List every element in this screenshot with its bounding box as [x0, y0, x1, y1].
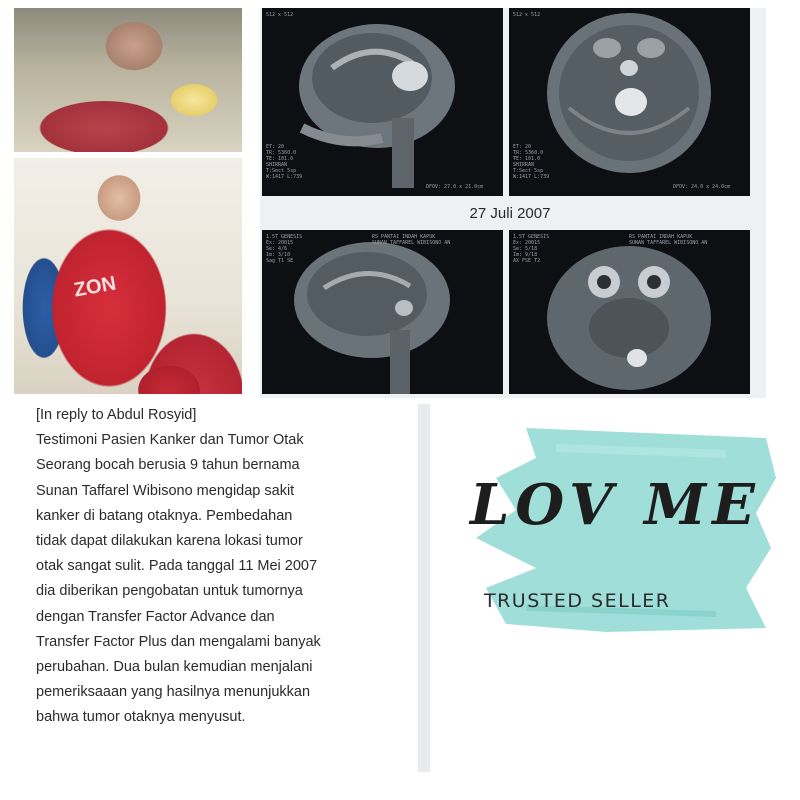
testimonial-line: pemeriksaaan yang hasilnya menunjukkan: [36, 684, 311, 701]
testimonial-line: perubahan. Dua bulan kemudian menjalani: [36, 659, 313, 676]
patient-photo-hospital: [14, 8, 242, 152]
mri-meta-right: RS PANTAI INDAH KAPUK SUNAN TAFFAREL WIBISONO AN: [372, 234, 451, 246]
seller-logo: [466, 418, 786, 648]
mri-scans: [260, 8, 766, 398]
testimonial-line: kanker di batang otaknya. Pembedahan: [36, 507, 293, 524]
logo-subtitle: TRUSTED SELLER: [484, 590, 671, 612]
logo-title: LOV ME: [470, 472, 761, 538]
testimonial-line: Transfer Factor Plus dan mengalami banyak: [36, 633, 321, 650]
testimonial-line: Seorang bocah berusia 9 tahun bernama: [36, 457, 300, 474]
mri-meta-bottom: ET: 20 TR: 5360.0 TE: 101.0 SHIRRAN T:Sect 5sp W:1417 L:739: [513, 144, 550, 180]
mri-meta-top: 1.5T GENESIS Ex: 20015 Se: 4/6 Im: 3/10 Sag T1 SE: [266, 234, 303, 264]
mri-meta-right: RS PANTAI INDAH KAPUK SUNAN TAFFAREL WIBISONO AN: [629, 234, 708, 246]
testimonial-line: otak sangat sulit. Pada tanggal 11 Mei 2007: [36, 558, 318, 575]
mri-meta-right: DFOV: 27.0 x 21.0cm: [426, 184, 484, 190]
patient-photo-family: [14, 158, 242, 394]
mri-meta-right: DFOV: 24.0 x 24.0cm: [673, 184, 731, 190]
shirt-print-text: ZON: [72, 272, 118, 302]
mri-axial-before: [509, 8, 750, 196]
mri-sagittal-after: [262, 230, 503, 394]
mri-meta-top: 1.5T GENESIS Ex: 20015 Se: 5/18 Im: 9/18 AX FSE T2: [513, 234, 550, 264]
testimonial-line: Sunan Taffarel Wibisono mengidap sakit: [36, 482, 295, 499]
mri-axial-after: [509, 230, 750, 394]
mri-date-caption: 27 Juli 2007: [469, 205, 551, 222]
testimonial-line: tidak dapat dilakukan karena lokasi tumor: [36, 533, 303, 550]
testimonial-title: Testimoni Pasien Kanker dan Tumor Otak: [36, 432, 304, 449]
mri-meta-top: 512 x 512: [266, 12, 294, 18]
testimonial-line: bahwa tumor otaknya menyusut.: [36, 709, 246, 726]
column-divider: [418, 404, 430, 772]
testimonial-line: dengan Transfer Factor Advance dan: [36, 608, 275, 625]
mri-meta-top: 512 x 512: [513, 12, 541, 18]
mri-meta-bottom: ET: 20 TR: 5360.0 TE: 101.0 SHIRRAN T:Sect 5sp W:1417 L:739: [266, 144, 303, 180]
testimonial-line: dia diberikan pengobatan untuk tumornya: [36, 583, 303, 600]
mri-sagittal-before: [262, 8, 503, 196]
testimonial-text: [36, 403, 416, 731]
reply-reference: [In reply to Abdul Rosyid]: [36, 407, 197, 423]
